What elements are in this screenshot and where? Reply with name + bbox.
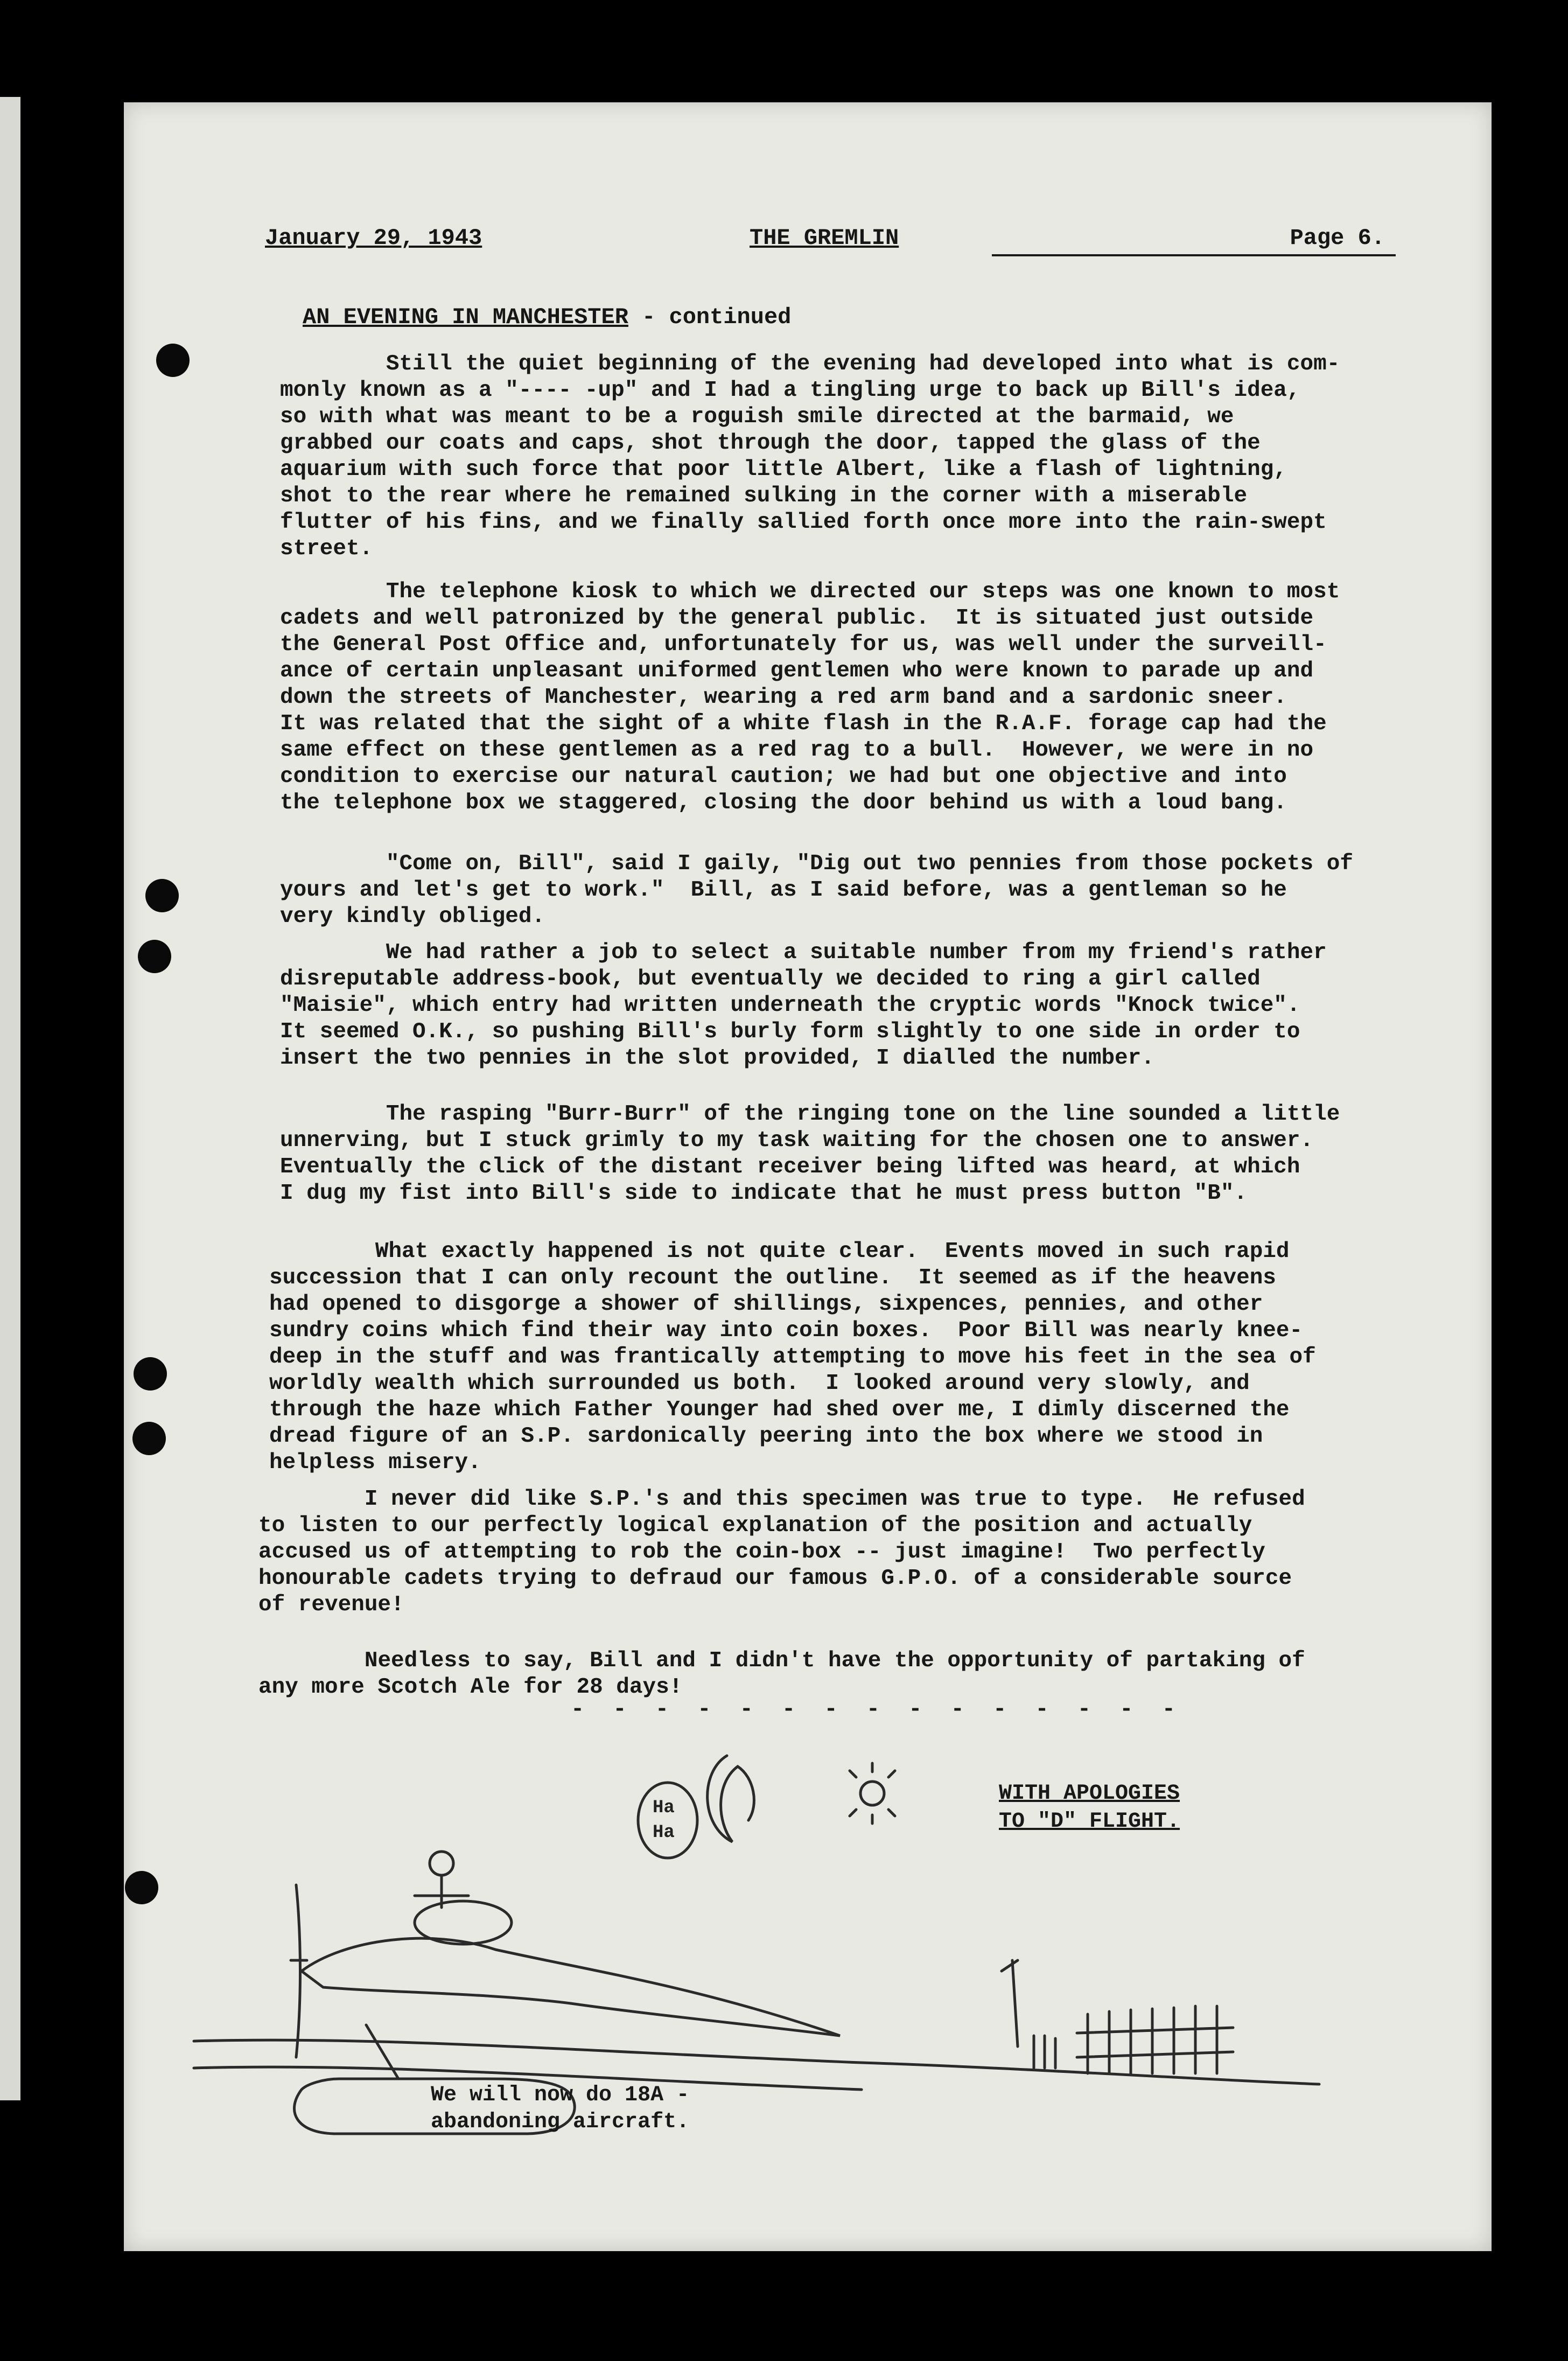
cartoon-sketch [162,1734,1346,2143]
ha-text-2: Ha [653,1822,675,1843]
paragraph-7: I never did like S.P.'s and this specimen was true to type. He refused to listen to our perfectly logical explanation of the position and actually accused us of attempting to rob the coin-box -- just imagine! Two perfectly honourable cadets trying to defraud our famous G.P.O. of a considerable source of revenue! [258,1487,1305,1617]
apology-line-2: TO "D" FLIGHT. [999,1810,1180,1834]
article-title [303,304,791,330]
propeller-drawing [291,1885,307,2057]
punch-hole [145,879,179,912]
cartoon-caption [431,2082,689,2136]
paragraph-3: "Come on, Bill", said I gaily, "Dig out two pennies from those pockets of yours and let's get to work." Bill, as I said before, was a gentleman so he very kindly obliged. [280,851,1353,929]
punch-hole [125,1871,158,1904]
header-date: January 29, 1943 [265,225,482,251]
punch-hole [138,940,171,973]
header-rule [992,254,1396,256]
sun-drawing [860,1782,884,1805]
punch-hole [134,1357,167,1391]
page-header [265,225,1385,260]
page-number: Page 6. [1290,225,1385,251]
paragraph-2: The telephone kiosk to which we directed our steps was one known to most cadets and well patronized by the general public. It is situated just outside the General Post Office and, unfortunately for us, was well under the surveill- ance of certain unpleasant uniformed gentlemen who were known to parade up and down the streets of Manchester, wearing a red arm band and a sardonic sneer. It was related that the sight of a white flash in the R.A.F. forage cap had the same effect on these gentlemen as a red rag to a bull. However, we were in no condition to exercise our natural caution; we had but one objective and into the telephone box we staggered, closing the door behind us with a loud bang. [280,579,1340,815]
article-title-text: AN EVENING IN MANCHESTER [303,304,628,330]
crashed-plane-drawing [302,1938,840,2036]
article-title-suffix: - continued [628,304,792,330]
paragraph-6: What exactly happened is not quite clear. Events moved in such rapid succession that I can only recount the outline. It seemed as if the heavens had opened to disgorge a shower of shillings, sixpences, pennies, and other sundry coins which find their way into coin boxes. Poor Bill was nearly knee- deep in the stuff and was frantically attempting to move his feet in the sea of worldly wealth which surrounded us both. I looked around very slowly, and through the haze which Father Younger had shed over me, I dimly discerned the dread figure of an S.P. sardonically peering into the box where we stood in helpless misery. [269,1239,1316,1475]
adjacent-page-edge [0,97,20,2100]
caption-line-2: abandoning aircraft. [431,2110,690,2134]
paragraph-4: We had rather a job to select a suitable number from my friend's rather disreputable address-book, but eventually we decided to ring a girl called "Maisie", which entry had written underneath the cryptic words "Knock twice". It seemed O.K., so pushing Bill's burly form slightly to one side in order to insert the two pennies in the slot provided, I dialled the number. [280,940,1327,1071]
fence-drawing [1077,2006,1233,2073]
publication-title: THE GREMLIN [750,225,899,251]
punch-hole [132,1422,166,1455]
apology-line-1: WITH APOLOGIES [999,1782,1180,1806]
paragraph-8: Needless to say, Bill and I didn't have the opportunity of partaking of any more Scotch Ale for 28 days! [258,1648,1305,1700]
ha-text-1: Ha [653,1798,675,1818]
punch-hole [156,344,190,377]
paragraph-5: The rasping "Burr-Burr" of the ringing tone on the line sounded a little unnerving, but I stuck grimly to my task waiting for the chosen one to answer. Eventually the click of the distant receiver being lifted was heard, at which I dug my fist into Bill's side to indicate that he must press button "B". [280,1102,1340,1206]
section-divider: - - - - - - - - - - - - - - - [571,1696,1183,1722]
caption-line-1: We will now do 18A - [431,2083,690,2107]
moon-drawing [708,1756,754,1842]
paragraph-1: Still the quiet beginning of the evening had developed into what is com- monly known as a "---- -up" and I had a tingling urge to back up Bill's idea, so with what was meant to be a roguish smile directed at the barmaid, we grabbed our coats and caps, shot through the door, tapped the glass of the aquarium with such force that poor little Albert, like a flash of lightning, shot to the rear where he remained sulking in the corner with a miserable flutter of his fins, and we finally sallied forth once more into the rain-swept street. [280,352,1340,561]
speech-bubble-ha [638,1783,697,1858]
